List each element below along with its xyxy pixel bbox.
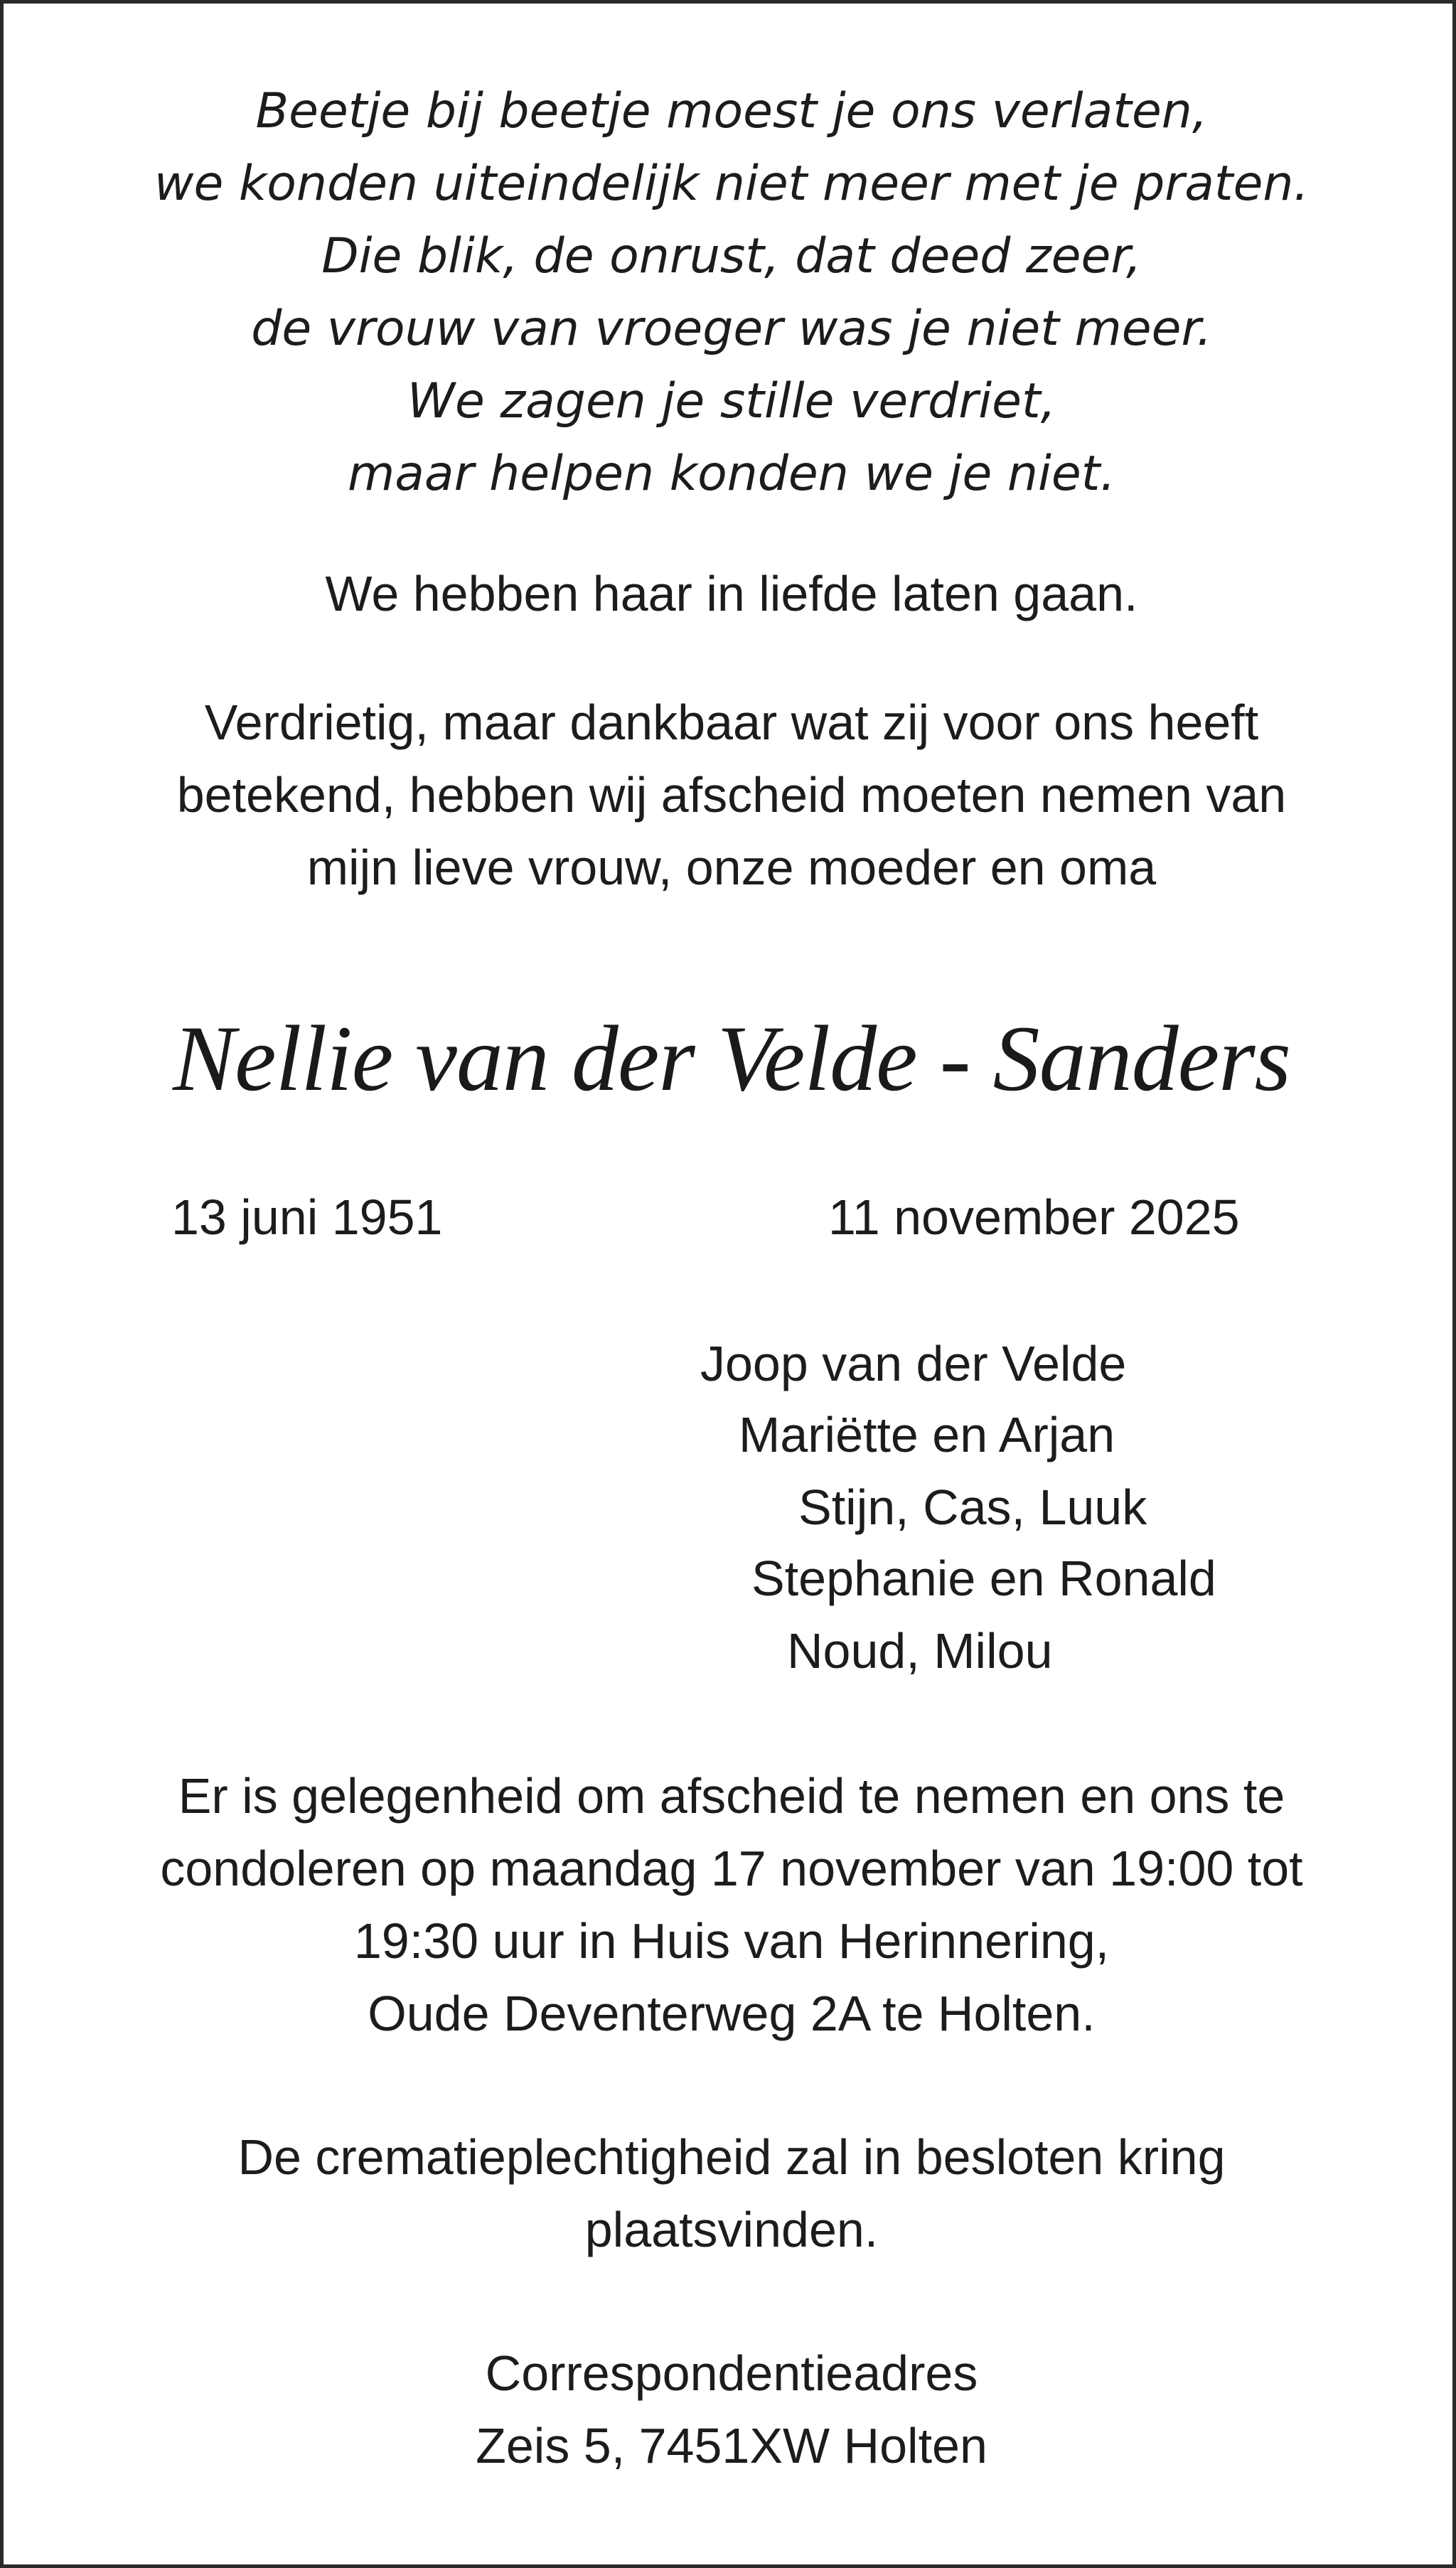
- birth-date: 13 juni 1951: [171, 1189, 443, 1245]
- poem-line-3: Die blik, de onrust, dat deed zeer,: [321, 228, 1142, 284]
- condolence-line-2: condoleren op maandag 17 november van 19:00 tot: [160, 1841, 1303, 1896]
- correspondence-label: Correspondentieadres: [485, 2345, 978, 2401]
- poem-line-2: we konden uiteindelijk niet meer met je praten.: [154, 156, 1310, 212]
- family-member-1: Joop van der Velde: [700, 1336, 1127, 1391]
- deceased-name: Nellie van der Velde - Sanders: [173, 1006, 1290, 1111]
- announcement-line-1: Verdrietig, maar dankbaar wat zij voor ons heeft: [204, 695, 1259, 750]
- cremation-line-1: De crematieplechtigheid zal in besloten kring: [237, 2129, 1226, 2185]
- poem-line-6: maar helpen konden we je niet.: [348, 446, 1115, 502]
- announcement-line-2: betekend, hebben wij afscheid moeten nemen van: [176, 767, 1287, 823]
- condolence-line-1: Er is gelegenheid om afscheid te nemen en ons te: [178, 1768, 1285, 1824]
- condolence-line-3: 19:30 uur in Huis van Herinnering,: [353, 1913, 1110, 1969]
- family-member-2: Mariëtte en Arjan: [739, 1407, 1115, 1462]
- cremation-line-2: plaatsvinden.: [584, 2202, 879, 2257]
- condolence-line-4: Oude Deventerweg 2A te Holten.: [368, 1986, 1096, 2041]
- intro-text: We hebben haar in liefde laten gaan.: [325, 566, 1138, 621]
- family-member-4: Stephanie en Ronald: [751, 1551, 1216, 1606]
- family-member-5: Noud, Milou: [787, 1623, 1053, 1679]
- correspondence-address: Zeis 5, 7451XW Holten: [476, 2418, 987, 2473]
- poem-line-1: Beetje bij beetje moest je ons verlaten,: [255, 83, 1208, 139]
- family-member-3: Stijn, Cas, Luuk: [798, 1480, 1147, 1535]
- poem-line-4: de vrouw van vroeger was je niet meer.: [251, 301, 1212, 357]
- announcement-line-3: mijn lieve vrouw, onze moeder en oma: [306, 840, 1157, 895]
- death-date: 11 november 2025: [828, 1189, 1240, 1245]
- poem-line-5: We zagen je stille verdriet,: [407, 373, 1056, 429]
